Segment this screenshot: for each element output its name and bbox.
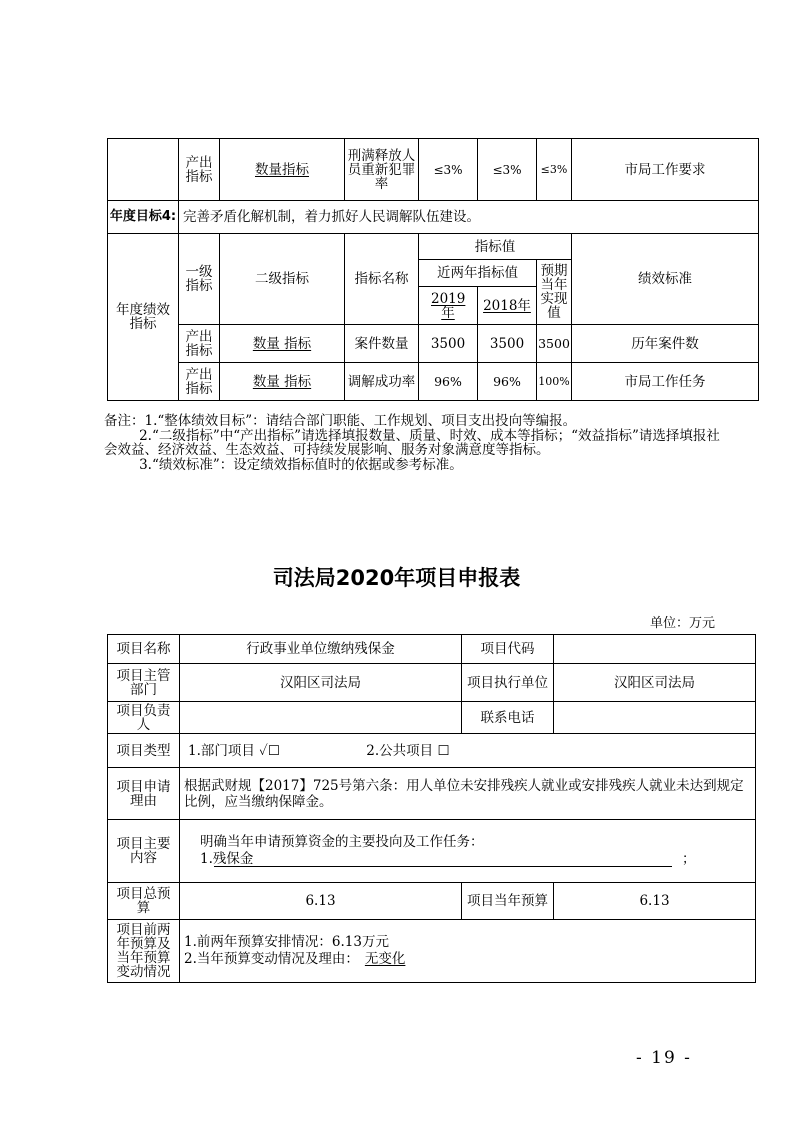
standard-cell: 历年案件数: [572, 325, 759, 363]
dept-value: 汉阳区司法局: [180, 664, 462, 702]
expected-value-cell: 100%: [537, 363, 572, 401]
phone-value: [554, 702, 756, 734]
note-1: 备注：1.“整体绩效目标”：请结合部门职能、工作规划、项目支出投向等编报。: [104, 413, 577, 429]
value-2018-cell: 96%: [478, 363, 537, 401]
note-3: 3.“绩效标准”：设定绩效指标值时的依据或参考标准。: [139, 456, 463, 473]
content-line-1: 明确当年申请预算资金的主要投向及工作任务：: [200, 834, 484, 850]
exec-value: 汉阳区司法局: [554, 664, 756, 702]
prev-change-value: 无变化: [364, 951, 406, 967]
category-cell: 产出指标: [179, 363, 220, 401]
project-form-table: [107, 634, 756, 983]
prev-budget-cell: [180, 920, 756, 983]
page-number: - 19 -: [636, 1048, 692, 1068]
secondary-header: 二级指标: [220, 234, 345, 325]
content-item: 残保金: [212, 851, 254, 867]
notes: [104, 414, 726, 472]
content-cell: [180, 820, 756, 883]
type-option-dept: 1.部门项目 ✓☐: [188, 742, 280, 759]
performance-table: [107, 138, 759, 401]
goal4-text: 完善矛盾化解机制，着力抓好人民调解队伍建设。: [179, 201, 759, 234]
prev-budget-label: 项目前两年预算及当年预算变动情况: [108, 920, 180, 983]
reason-text: 根据武财规【2017】725号第六条：用人单位未安排残疾人就业或安排残疾人就业未达到规定比例，应当缴纳保障金。: [180, 768, 756, 820]
category-cell: 产出指标: [179, 325, 220, 363]
content-underline: [214, 866, 672, 867]
phone-label: 联系电话: [462, 702, 554, 734]
unit-label: 单位：万元: [650, 616, 716, 631]
exec-label: 项目执行单位: [462, 664, 554, 702]
secondary-indicator: 数量指标: [255, 161, 309, 178]
year-2019-header: 2019年: [419, 287, 478, 325]
value-header: 指标值: [419, 234, 572, 260]
primary-header: 一级指标: [179, 234, 220, 325]
expected-header: 预期当年实现值: [537, 260, 572, 325]
value-2019-cell: 3500: [419, 325, 478, 363]
indicator-name-cell: 案件数量: [345, 325, 419, 363]
value-2019-cell: ≤3%: [419, 139, 478, 201]
project-name-label: 项目名称: [108, 635, 180, 664]
standard-cell: 市局工作要求: [572, 139, 759, 201]
dept-label: 项目主管部门: [108, 664, 180, 702]
note-2: 2.“二级指标”中“产出指标”请选择填报数量、质量、时效、成本等指标；“效益指标”请选择填报社会效益、经济效益、生态效益、可持续发展影响、服务对象满意度等指标。: [104, 427, 720, 458]
lead-label: 项目负责人: [108, 702, 180, 734]
prev-line-1: 1.前两年预算安排情况：6.13万元: [184, 934, 389, 950]
current-budget-value: 6.13: [554, 883, 756, 920]
perf-indicator-label: 年度绩效指标: [108, 234, 179, 401]
goal4-label: 年度目标4:: [108, 201, 179, 234]
type-option-public: 2.公共项目 ☐: [366, 742, 450, 759]
value-2019-cell: 96%: [419, 363, 478, 401]
indicator-name-cell: 刑满释放人员重新犯罪率: [345, 139, 419, 201]
category-cell: 产出指标: [179, 139, 220, 201]
project-code-value: [554, 635, 756, 664]
recent-header: 近两年指标值: [419, 260, 537, 287]
reason-label: 项目申请理由: [108, 768, 180, 820]
project-name-value: 行政事业单位缴纳残保金: [180, 635, 462, 664]
blank-cell: [108, 139, 179, 201]
expected-value-cell: 3500: [537, 325, 572, 363]
secondary-indicator-cell: [220, 139, 345, 201]
year-2018-header: 2018年: [478, 287, 537, 325]
content-label: 项目主要内容: [108, 820, 180, 883]
standard-cell: 市局工作任务: [572, 363, 759, 401]
value-2018-cell: 3500: [478, 325, 537, 363]
indicator-name-cell: 调解成功率: [345, 363, 419, 401]
name-header: 指标名称: [345, 234, 419, 325]
secondary-indicator-cell: 数量 指标: [220, 363, 345, 401]
lead-value: [180, 702, 462, 734]
content-line-2: 1.残保金 ；: [200, 851, 696, 867]
expected-value-cell: ≤3%: [537, 139, 572, 201]
project-code-label: 项目代码: [462, 635, 554, 664]
value-2018-cell: ≤3%: [478, 139, 537, 201]
prev-line-2: 2.当年预算变动情况及理由： 无变化: [184, 951, 755, 968]
type-options: [180, 734, 756, 768]
total-budget-value: 6.13: [180, 883, 462, 920]
standard-header: 绩效标准: [572, 234, 759, 325]
form-title: 司法局2020年项目申报表: [272, 566, 521, 590]
current-budget-label: 项目当年预算: [462, 883, 554, 920]
secondary-indicator-cell: 数量 指标: [220, 325, 345, 363]
total-budget-label: 项目总预算: [108, 883, 180, 920]
type-label: 项目类型: [108, 734, 180, 768]
